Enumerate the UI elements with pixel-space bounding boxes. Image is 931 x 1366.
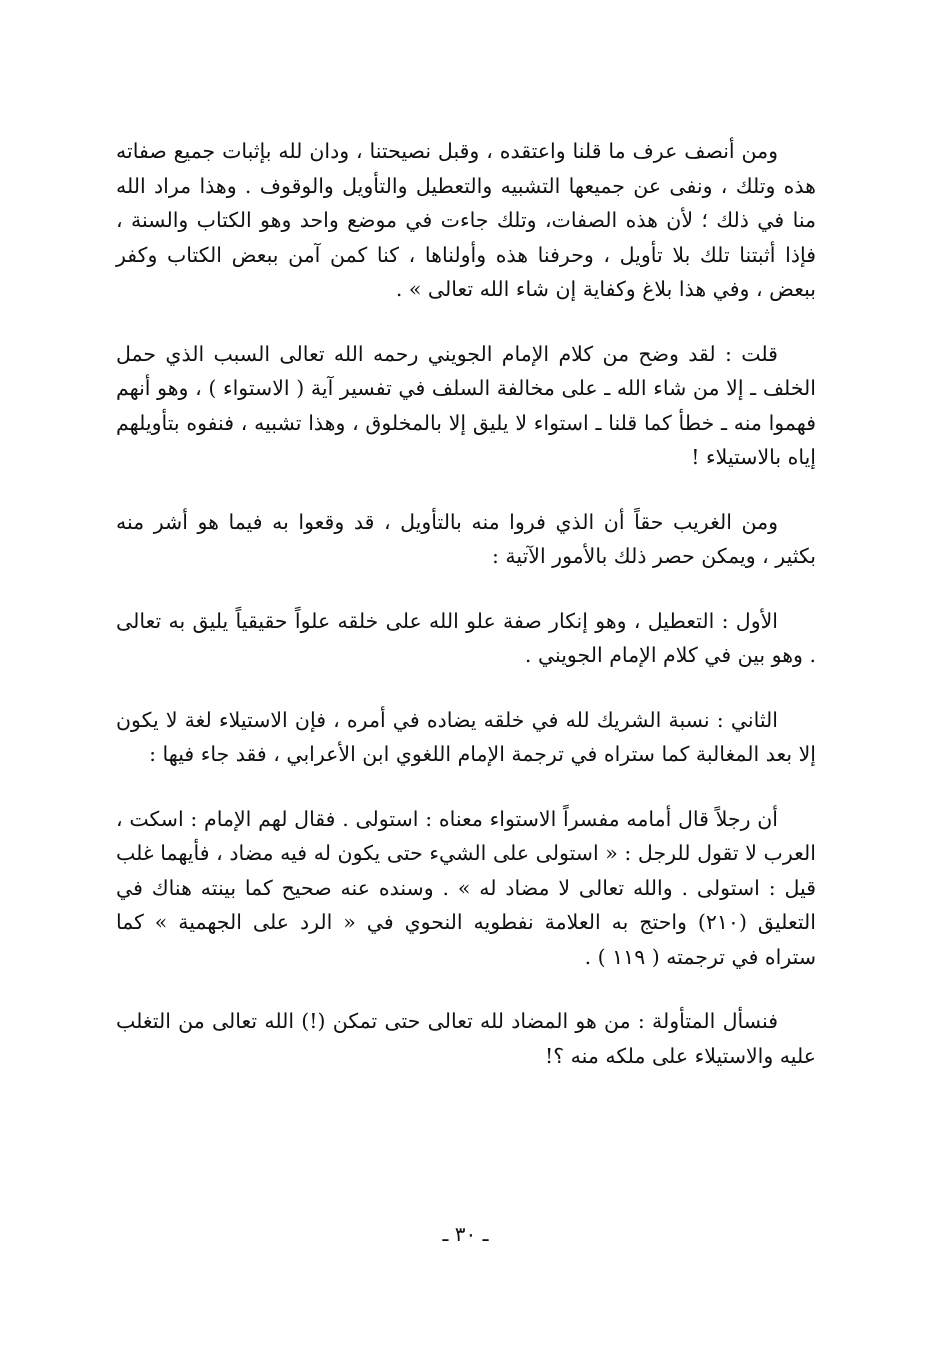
paragraph-4 — [116, 604, 816, 673]
paragraph-1 — [116, 134, 816, 307]
paragraph-2-text: قلت : لقد وضح من كلام الإمام الجويني رحمه الله تعالى السبب الذي حمل الخلف ـ إلا من شاء الله ـ على مخالفة السلف في تفسير آية ( الاستواء ) ، وهو أنهم فهموا منه ـ خطأ كما قلنا ـ استواء لا يليق إلا بالمخلوق ، وهذا تشبيه ، فنفوه بتأويلهم إياه بالاستيلاء ! — [116, 341, 816, 469]
paragraph-5 — [116, 703, 816, 772]
paragraph-4-text: الأول : التعطيل ، وهو إنكار صفة علو الله على خلقه علواً حقيقياً يليق به تعالى . وهو بين في كلام الإمام الجويني . — [116, 608, 816, 667]
page-body — [116, 134, 816, 1073]
paragraph-6 — [116, 802, 816, 975]
page-number: ـ ٣٠ ـ — [442, 1222, 489, 1246]
paragraph-1-text: ومن أنصف عرف ما قلنا واعتقده ، وقبل نصيحتنا ، ودان لله بإثبات جميع صفاته هذه وتلك ، ونفى عن جميعها التشبيه والتعطيل والتأويل والوقوف . وهذا مراد الله منا في ذلك ؛ لأن هذه الصفات، وتلك جاءت في موضع واحد وهو الكتاب والسنة ، فإذا أثبتنا تلك بلا تأويل ، وحرفنا هذه وأولناها ، كنا كمن آمن ببعض الكتاب وكفر ببعض ، وفي هذا بلاغ وكفاية إن شاء الله تعالى » . — [116, 139, 816, 301]
paragraph-2 — [116, 337, 816, 475]
paragraph-7 — [116, 1004, 816, 1073]
paragraph-6-text: أن رجلاً قال أمامه مفسراً الاستواء معناه : استولى . فقال لهم الإمام : اسكت ، العرب لا تقول للرجل : « استولى على الشيء حتى يكون له فيه مضاد ، فأيهما غلب قيل : استولى . والله تعالى لا مضاد له » . وسنده عنه صحيح كما بينته هناك في التعليق (٢١٠) واحتج به العلامة نفطويه النحوي في « الرد على الجهمية » كما ستراه في ترجمته ( ١١٩ ) . — [116, 806, 816, 969]
paragraph-3-text: ومن الغريب حقاً أن الذي فروا منه بالتأويل ، قد وقعوا به فيما هو أشر منه بكثير ، ويمكن حصر ذلك بالأمور الآتية : — [116, 509, 816, 568]
paragraph-7-text: فنسأل المتأولة : من هو المضاد لله تعالى حتى تمكن (!) الله تعالى من التغلب عليه والاستيلاء على ملكه منه ؟! — [116, 1009, 816, 1068]
paragraph-5-text: الثاني : نسبة الشريك لله في خلقه يضاده في أمره ، فإن الاستيلاء لغة لا يكون إلا بعد المغالبة كما ستراه في ترجمة الإمام اللغوي ابن الأعرابي ، فقد جاء فيها : — [116, 707, 816, 766]
paragraph-3 — [116, 505, 816, 574]
